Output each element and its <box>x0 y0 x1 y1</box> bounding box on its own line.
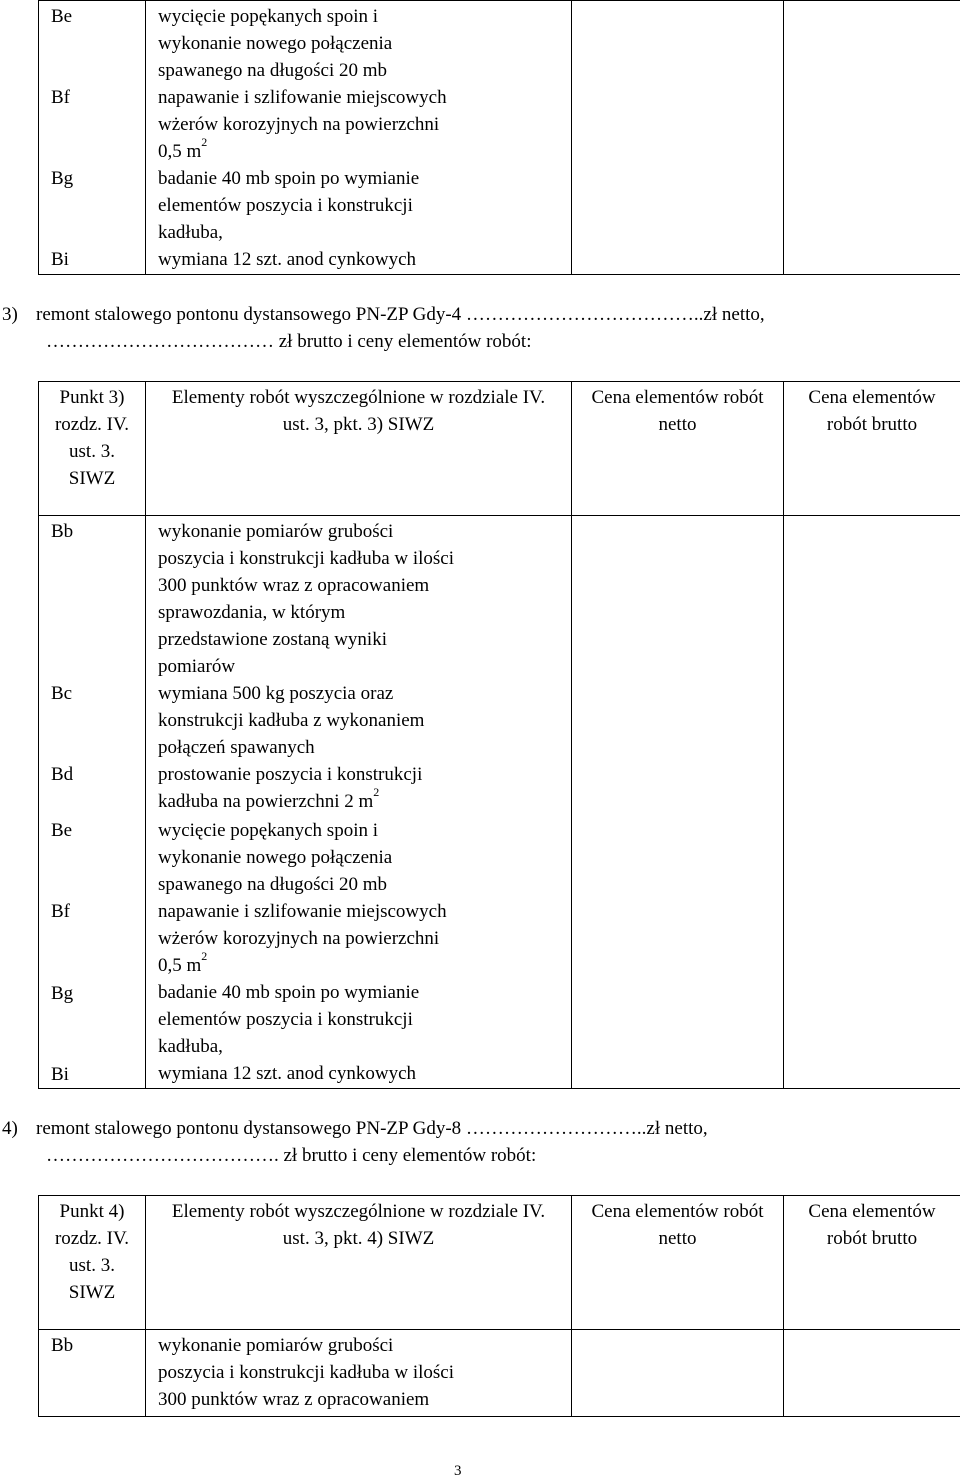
gross-price-cell[interactable] <box>784 1330 960 1417</box>
row-code: Be <box>51 6 73 27</box>
description-line: sprawozdania, w którym <box>158 602 346 623</box>
table-row <box>39 1 960 275</box>
description-line: wżerów korozyjnych na powierzchni <box>158 928 440 949</box>
table-header-row <box>39 382 960 516</box>
table-row <box>39 1330 960 1417</box>
top-table <box>38 0 960 275</box>
section-line-1: remont stalowego pontonu dystansowego PN-ZP Gdy-8 ………………………..zł netto, <box>36 1118 708 1139</box>
row-code: Bc <box>51 683 73 704</box>
description-line: badanie 40 mb spoin po wymianie <box>158 168 420 189</box>
description-line: 0,5 $m^2$ <box>158 949 208 976</box>
description-cell <box>146 1 572 275</box>
table-section-4 <box>38 1195 960 1417</box>
description-line: napawanie i szlifowanie miejscowych <box>158 87 447 108</box>
header-net-price: Cena elementów robót netto <box>572 382 784 516</box>
description-line: wycięcie popękanych spoin i <box>158 6 379 27</box>
description-line: 300 punktów wraz z opracowaniem <box>158 1389 430 1410</box>
code-cell <box>39 1330 146 1417</box>
description-line: wykonanie pomiarów grubości <box>158 521 394 542</box>
table-section-3 <box>38 381 960 1089</box>
description-line: wżerów korozyjnych na powierzchni <box>158 114 440 135</box>
description-line: poszycia i konstrukcji kadłuba w ilości <box>158 1362 455 1383</box>
description-line: wymiana 500 kg poszycia oraz <box>158 683 394 704</box>
net-price-cell[interactable] <box>572 1 784 275</box>
description-line: konstrukcji kadłuba z wykonaniem <box>158 710 425 731</box>
row-code: Bf <box>51 87 70 108</box>
row-code: Bb <box>51 521 74 542</box>
table-header-row <box>39 1196 960 1330</box>
description-line: przedstawione zostaną wyniki <box>158 629 387 650</box>
header-net-price: Cena elementów robót netto <box>572 1196 784 1330</box>
header-elements: Elementy robót wyszczególnione w rozdziale IV. ust. 3, pkt. 4) SIWZ <box>146 1196 572 1330</box>
row-code: Bg <box>51 168 74 189</box>
superscript: 2 <box>201 135 208 149</box>
header-gross-price: Cena elementów robót brutto <box>784 1196 960 1330</box>
description-line: 300 punktów wraz z opracowaniem <box>158 575 430 596</box>
description-line: wykonanie nowego połączenia <box>158 33 393 54</box>
gross-price-cell[interactable] <box>784 516 960 1089</box>
section-4-paragraph <box>0 1115 960 1169</box>
row-code: Bg <box>51 983 74 1004</box>
superscript: 2 <box>373 785 380 799</box>
description-line: wykonanie nowego połączenia <box>158 847 393 868</box>
description-line: pomiarów <box>158 656 236 677</box>
code-cell <box>39 1 146 275</box>
description-line: poszycia i konstrukcji kadłuba w ilości <box>158 548 455 569</box>
description-line: prostowanie poszycia i konstrukcji <box>158 764 423 785</box>
header-point: Punkt 3) rozdz. IV. ust. 3. SIWZ <box>39 382 146 516</box>
section-line-2: ……………………………… zł brutto i ceny elementów robót: <box>46 331 532 352</box>
header-point: Punkt 4) rozdz. IV. ust. 3. SIWZ <box>39 1196 146 1330</box>
description-line: wycięcie popękanych spoin i <box>158 820 379 841</box>
row-code: Bb <box>51 1335 74 1356</box>
description-line: kadłuba na powierzchni 2 $m^2$ <box>158 785 380 812</box>
row-code: Bd <box>51 764 74 785</box>
description-line: badanie 40 mb spoin po wymianie <box>158 982 420 1003</box>
page-number: 3 <box>454 1463 462 1479</box>
description-line: wymiana 12 szt. anod cynkowych <box>158 249 417 270</box>
section-line-1: remont stalowego pontonu dystansowego PN-ZP Gdy-4 ………………………………..zł netto, <box>36 304 765 325</box>
description-cell <box>146 516 572 1089</box>
description-line: kadłuba, <box>158 222 223 243</box>
description-line: 0,5 $m^2$ <box>158 135 208 162</box>
description-line: spawanego na długości 20 mb <box>158 874 388 895</box>
table-row <box>39 516 960 1089</box>
description-line: spawanego na długości 20 mb <box>158 60 388 81</box>
net-price-cell[interactable] <box>572 1330 784 1417</box>
description-cell <box>146 1330 572 1417</box>
code-cell <box>39 516 146 1089</box>
description-line: elementów poszycia i konstrukcji <box>158 195 413 216</box>
description-line: wymiana 12 szt. anod cynkowych <box>158 1063 417 1084</box>
superscript: 2 <box>201 949 208 963</box>
description-line: kadłuba, <box>158 1036 223 1057</box>
net-price-cell[interactable] <box>572 516 784 1089</box>
description-line: wykonanie pomiarów grubości <box>158 1335 394 1356</box>
row-code: Bi <box>51 1064 69 1085</box>
gross-price-cell[interactable] <box>784 1 960 275</box>
description-line: elementów poszycia i konstrukcji <box>158 1009 413 1030</box>
row-code: Be <box>51 820 73 841</box>
section-number: 4) <box>2 1118 18 1139</box>
description-line: napawanie i szlifowanie miejscowych <box>158 901 447 922</box>
row-code: Bi <box>51 249 69 270</box>
description-line: połączeń spawanych <box>158 737 315 758</box>
section-number: 3) <box>2 304 18 325</box>
row-code: Bf <box>51 901 70 922</box>
section-line-2: ………………………………. zł brutto i ceny elementów robót: <box>46 1145 537 1166</box>
header-elements: Elementy robót wyszczególnione w rozdziale IV. ust. 3, pkt. 3) SIWZ <box>146 382 572 516</box>
header-gross-price: Cena elementów robót brutto <box>784 382 960 516</box>
section-3-paragraph <box>0 301 960 355</box>
